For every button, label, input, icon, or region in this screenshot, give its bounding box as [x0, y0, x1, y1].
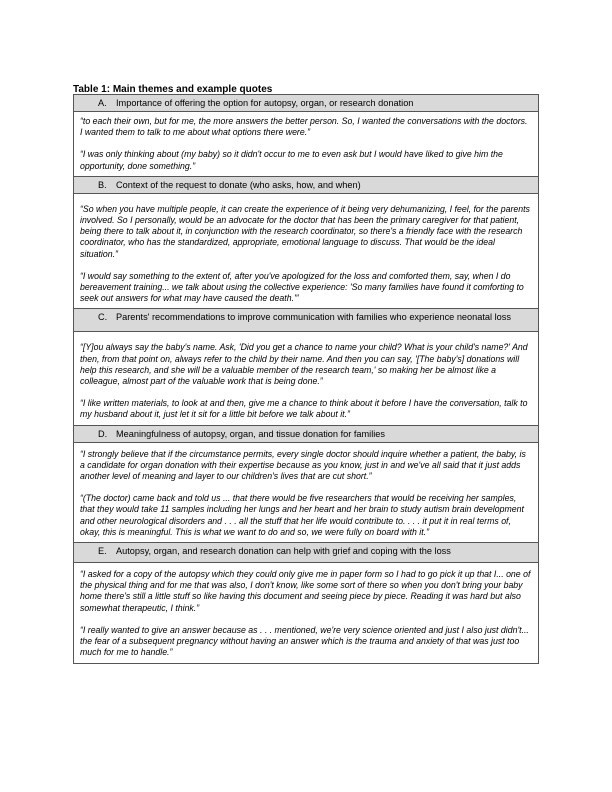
theme-quotes-e: [74, 563, 538, 662]
theme-title: Context of the request to donate (who asks, how, and when): [116, 179, 361, 190]
theme-header-a: [74, 95, 538, 112]
theme-quotes-b: [74, 194, 538, 310]
theme-letter: C.: [98, 312, 108, 323]
theme-title: Autopsy, organ, and research donation can help with grief and coping with the loss: [116, 546, 451, 557]
theme-title: Parents' recommendations to improve communication with families who experience neonatal loss: [116, 312, 511, 323]
quote: “I was only thinking about (my baby) so it didn't occur to me to even ask but I would have liked to give him the opportunity, done something.”: [80, 149, 503, 171]
theme-header-c: [74, 309, 538, 332]
quote: “[Y]ou always say the baby's name. Ask, 'Did you get a chance to name your child? What is your child's name?' And then, from that point on, always refer to the child by their name. And then you can say, '[The baby's] donations will help this research, and she will be a valuable member of the research team,' so making her be almost like a colleague, almost part of the valuable work that is being done.”: [80, 342, 528, 387]
theme-quotes-a: [74, 112, 538, 177]
quote: “I like written materials, to look at and then, give me a chance to think about it before I have the conversation, talk to my husband about it, just let it sit for a little bit before we talk about it.”: [80, 398, 528, 420]
theme-title: Importance of offering the option for autopsy, organ, or research donation: [116, 98, 414, 108]
theme-letter: A.: [98, 98, 107, 108]
theme-header-d: [74, 426, 538, 443]
theme-letter: D.: [98, 428, 108, 439]
theme-quotes-d: [74, 443, 538, 543]
theme-header-e: [74, 543, 538, 563]
theme-letter: E.: [98, 546, 107, 557]
quote: “(The doctor) came back and told us ... that there would be five researchers that would be receiving her samples, that they would take 11 samples including her lungs and her heart and her brain to study autism brain development and other neurological disorders and . . . all the stuff that her life would contribute to. . . . it put it in real terms of, okay, this is meaningful. This is what we want to do and so, we were fully on board with it.”: [80, 493, 524, 537]
theme-header-b: [74, 177, 538, 194]
quote: “So when you have multiple people, it can create the experience of it being very dehumanizing, I feel, for the parents involved. So I personally, would be an advocate for the doctor that has been the primary caregiver for that patient, being there to talk about it, in conjunction with the research coordinator, so there's a friendly face with the research coordinator, who has the standardized, appropriate, emotional language to discuss. That would be the ideal situation.”: [80, 203, 530, 259]
quote: “I strongly believe that if the circumstance permits, every single doctor should inquire whether a patient, the baby, is a candidate for organ donation with their expertise because as you know, just in and we've all said that it just adds another level of meaning and layer to our children's lives that are cut short.”: [80, 448, 526, 482]
theme-letter: B.: [98, 179, 107, 190]
quote: “I really wanted to give an answer because as . . . mentioned, we're very science oriented and just I also just didn't... the fear of a subsequent pregnancy without having an answer which is the trauma and anxiety of that was just too much for me to handle.”: [80, 624, 529, 658]
theme-title: Meaningfulness of autopsy, organ, and tissue donation for families: [116, 428, 385, 439]
themes-table: [73, 94, 539, 664]
theme-quotes-c: [74, 332, 538, 425]
table-caption: Table 1: Main themes and example quotes: [73, 84, 273, 95]
quote: “to each their own, but for me, the more answers the better person. So, I wanted the conversations with the doctors. I wanted them to talk to me about what options there were.”: [80, 116, 528, 138]
quote: “I asked for a copy of the autopsy which they could only give me in paper form so I had to go pick it up that I... one of the physical thing and for me that was also, I don't know, like some sort of there so when you don't bring your baby home there's still a little stuff so like having this document and seeing piece by piece. Reading it was hard but also somewhat therapeutic, I think.”: [80, 569, 531, 613]
quote: “I would say something to the extent of, after you've apologized for the loss and comforted them, say, when I do bereavement training... we talk about using the collective experience: 'So many families have found it comforting to seek out answers for what may have caused the death.'”: [80, 270, 524, 304]
